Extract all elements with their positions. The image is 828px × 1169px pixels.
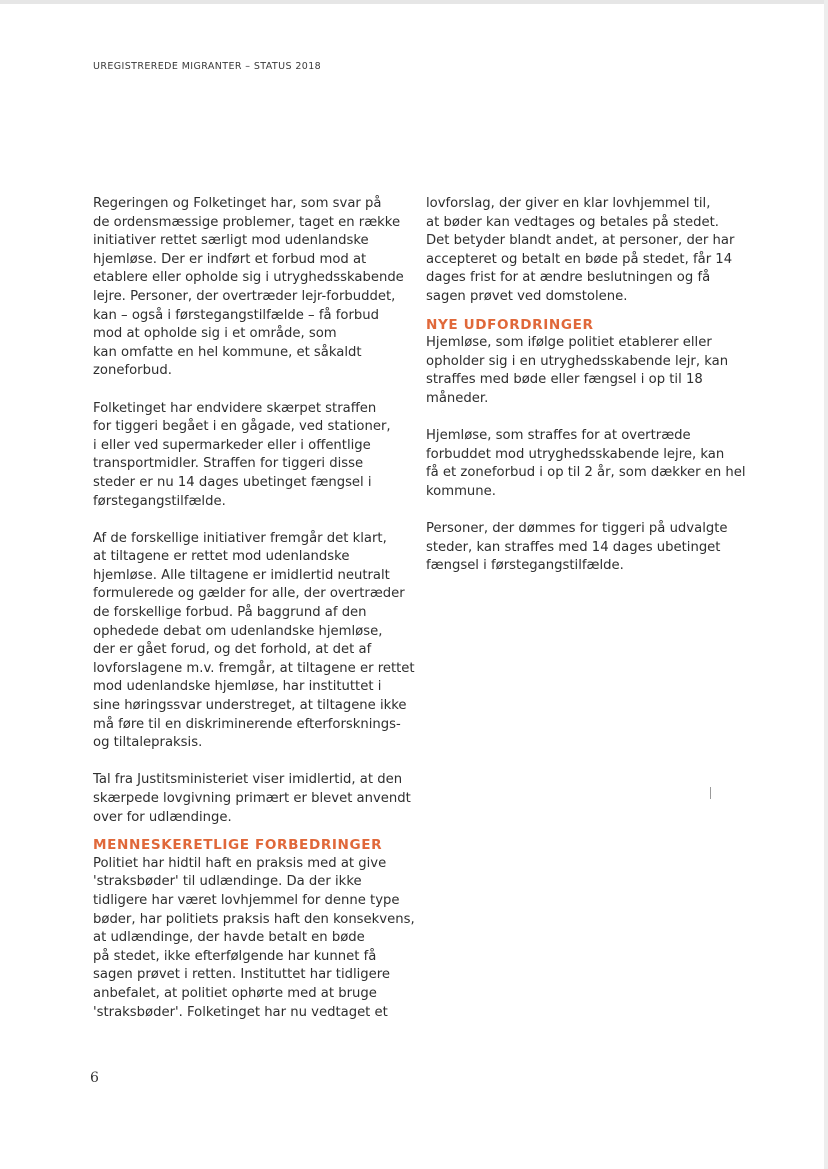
text-line: ophedede debat om udenlandske hjemløse, — [93, 623, 383, 639]
text-line: sagen prøvet i retten. Instituttet har tidligere — [93, 967, 391, 983]
scan-artifact-mark — [710, 787, 711, 799]
text-line: mod at opholde sig i et område, som — [93, 326, 337, 342]
text-line: for tiggeri begået i en gågade, ved stationer, — [93, 419, 391, 435]
text-line: hjemløse. Alle tiltagene er imidlertid neutralt — [93, 567, 390, 583]
page-top-edge — [0, 0, 828, 4]
text-line: etablere eller opholde sig i utryghedsskabende — [93, 270, 404, 286]
text-line: 'straksbøder'. Folketinget har nu vedtaget et — [93, 1004, 388, 1020]
paragraph — [93, 530, 415, 753]
text-line: Folketinget har endvidere skærpet straffen — [93, 400, 377, 416]
text-line: at udlændinge, der havde betalt en bøde — [93, 930, 365, 946]
text-line: de ordensmæssige problemer, taget en række — [93, 214, 401, 230]
text-line: Tal fra Justitsministeriet viser imidlertid, at den — [93, 772, 403, 788]
text-line: accepteret og betalt en bøde på stedet, får 14 — [426, 251, 733, 267]
text-line: Personer, der dømmes for tiggeri på udvalgte — [426, 521, 728, 537]
text-line: kan – også i førstegangstilfælde – få forbud — [93, 307, 379, 323]
text-line: der er gået forud, og det forhold, at det af — [93, 642, 372, 658]
text-line: og tiltalepraksis. — [93, 735, 203, 751]
text-line: at bøder kan vedtages og betales på stedet. — [426, 214, 719, 230]
paragraph — [426, 427, 746, 501]
text-line: opholder sig i en utryghedsskabende lejr, kan — [426, 353, 729, 369]
section-heading: MENNESKERETLIGE FORBEDRINGER — [93, 837, 383, 854]
text-line: Regeringen og Folketinget har, som svar på — [93, 196, 382, 211]
text-line: Hjemløse, som ifølge politiet etablerer eller — [426, 335, 712, 351]
text-line: lovforslagene m.v. fremgår, at tiltagene er rettet — [93, 660, 415, 676]
text-line: hjemløse. Der er indført et forbud mod at — [93, 251, 367, 267]
text-line: i eller ved supermarkeder eller i offentlige — [93, 437, 371, 453]
text-line: de forskellige forbud. På baggrund af den — [93, 605, 367, 621]
running-header: UREGISTREREDE MIGRANTER – STATUS 2018 — [93, 61, 322, 72]
text-line: lovforslag, der giver en klar lovhjemmel til, — [426, 196, 711, 211]
right-column — [426, 195, 746, 594]
paragraph — [426, 334, 731, 408]
left-column — [93, 195, 415, 1041]
text-line: initiativer rettet særligt mod udenlandske — [93, 233, 369, 249]
text-line: tidligere har været lovhjemmel for denne type — [93, 892, 400, 908]
page-number: 6 — [90, 1070, 99, 1086]
text-line: lejre. Personer, der overtræder lejr-forbuddet, — [93, 288, 396, 304]
text-line: sagen prøvet ved domstolene. — [426, 288, 628, 304]
text-line: få et zoneforbud i op til 2 år, som dækker en hel — [426, 465, 746, 481]
paragraph — [93, 400, 398, 512]
paragraph — [93, 195, 404, 381]
section-heading: NYE UDFORDRINGER — [426, 316, 594, 333]
text-line: Politiet har hidtil haft en praksis med at give — [93, 855, 387, 871]
text-line: må føre til en diskriminerende efterforsknings- — [93, 716, 401, 732]
text-line: mod udenlandske hjemløse, har instituttet i — [93, 679, 382, 695]
text-line: på stedet, ikke efterfølgende har kunnet få — [93, 948, 377, 964]
text-line: måneder. — [426, 390, 489, 406]
text-line: at tiltagene er rettet mod udenlandske — [93, 549, 350, 565]
text-line: 'straksbøder' til udlændinge. Da der ikke — [93, 874, 362, 890]
text-line: Det betyder blandt andet, at personer, der har — [426, 233, 735, 249]
text-line: anbefalet, at politiet ophørte med at bruge — [93, 985, 377, 1001]
paragraph — [426, 195, 735, 307]
text-line: kan omfatte en hel kommune, et såkaldt — [93, 344, 362, 360]
paragraph — [93, 771, 411, 827]
text-line: førstegangstilfælde. — [93, 493, 226, 509]
text-line: fængsel i førstegangstilfælde. — [426, 558, 624, 574]
page-right-edge — [824, 0, 828, 1169]
text-line: Af de forskellige initiativer fremgår det klart, — [93, 530, 387, 546]
text-line: steder, kan straffes med 14 dages ubetinget — [426, 539, 721, 555]
text-line: skærpede lovgivning primært er blevet anvendt — [93, 791, 411, 806]
text-line: transportmidler. Straffen for tiggeri disse — [93, 456, 364, 472]
text-line: straffes med bøde eller fængsel i op til 18 — [426, 372, 703, 388]
text-line: dages frist for at ændre beslutningen og få — [426, 270, 711, 286]
text-line: zoneforbud. — [93, 363, 172, 379]
text-line: sine høringssvar understreget, at tiltagene ikke — [93, 698, 407, 714]
text-line: bøder, har politiets praksis haft den konsekvens, — [93, 911, 415, 927]
text-line: formulerede og gælder for alle, der overtræder — [93, 586, 405, 602]
text-line: Hjemløse, som straffes for at overtræde — [426, 428, 691, 444]
text-line: over for udlændinge. — [93, 809, 232, 825]
text-line: steder er nu 14 dages ubetinget fængsel i — [93, 474, 372, 490]
text-line: forbuddet mod utryghedsskabende lejre, kan — [426, 446, 725, 462]
text-line: kommune. — [426, 483, 496, 499]
paragraph — [93, 855, 415, 1022]
paragraph — [426, 520, 731, 576]
